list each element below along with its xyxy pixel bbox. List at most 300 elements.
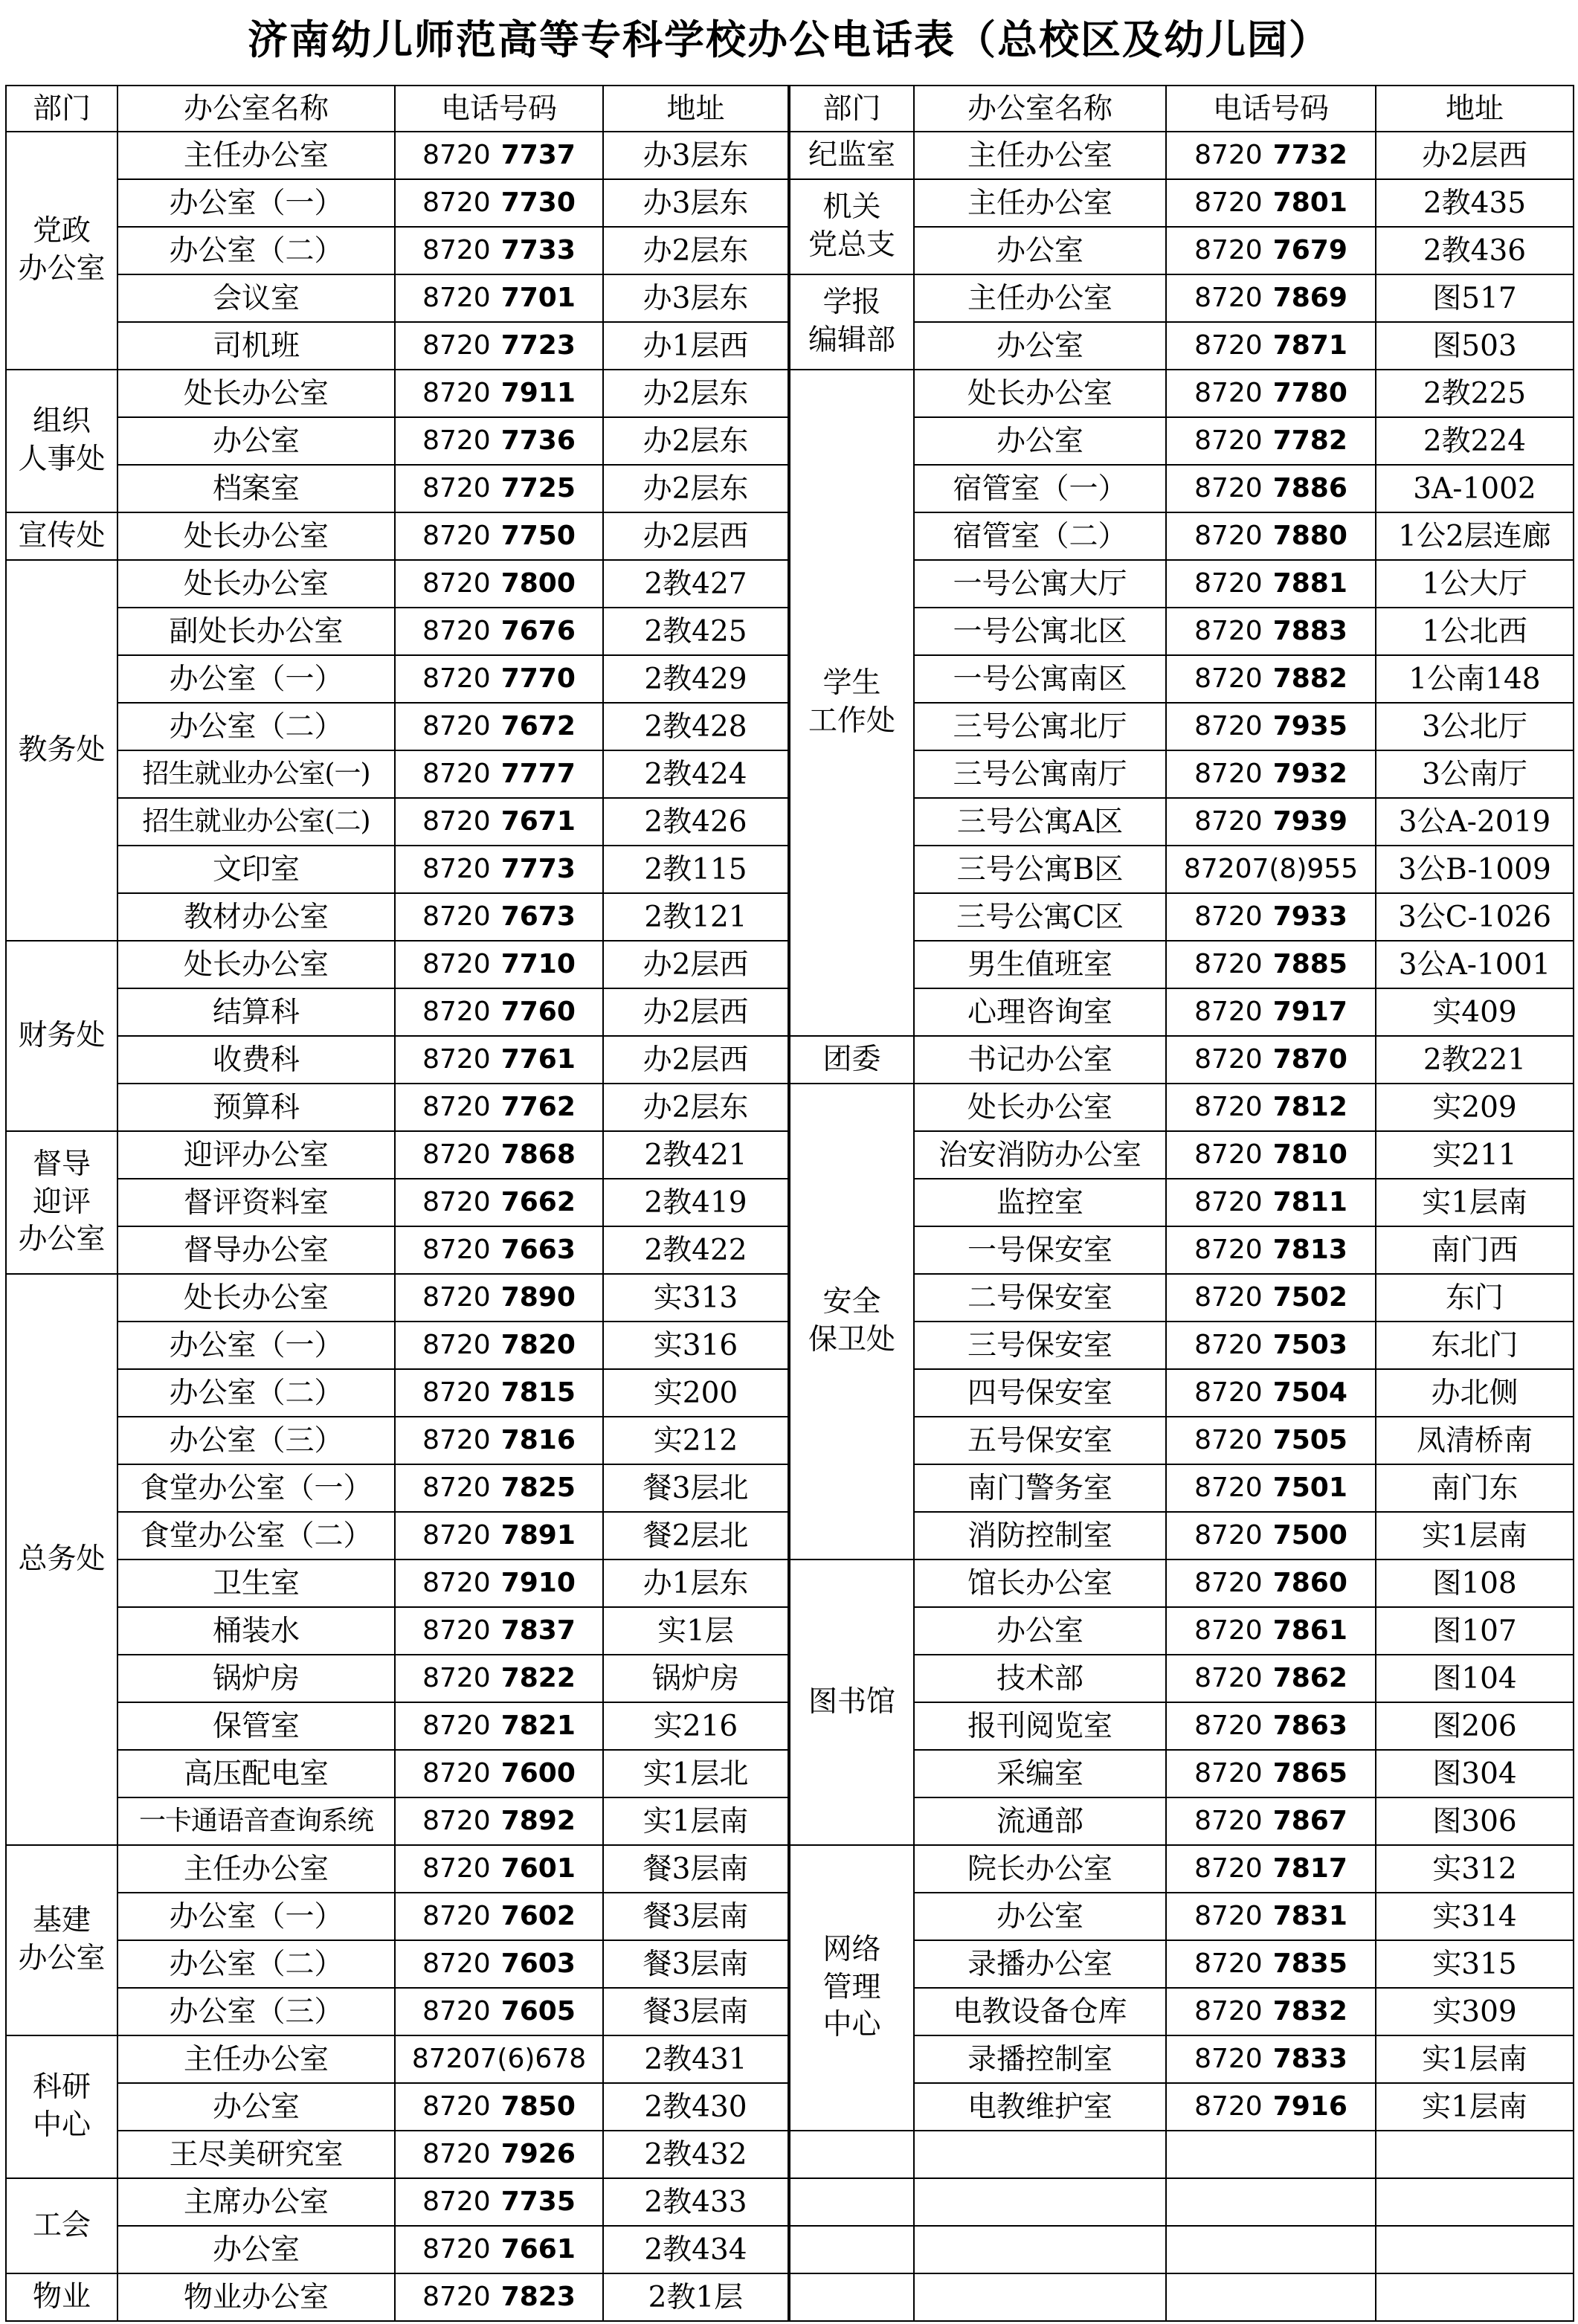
office-name: 副处长办公室: [117, 608, 395, 655]
phone-extension: 7736: [500, 425, 576, 456]
phone-prefix: 8720: [1194, 901, 1263, 932]
office-name: 主任办公室: [914, 132, 1166, 179]
table-row: [6, 1845, 1574, 1893]
office-name: 三号公寓北厅: [914, 703, 1166, 750]
phone-prefix: 8720: [422, 378, 491, 408]
phone-prefix: 8720: [1194, 378, 1263, 408]
office-address: 办2层东: [603, 465, 789, 512]
department-cell: [6, 370, 117, 512]
office-address: 办1层西: [603, 322, 789, 370]
phone-extension: 7601: [500, 1853, 576, 1884]
phone-extension: 7926: [500, 2139, 576, 2169]
phone-number: [395, 132, 603, 179]
phone-extension: 7861: [1272, 1615, 1347, 1646]
phone-extension: 7810: [1272, 1139, 1347, 1170]
phone-extension: 7870: [1272, 1044, 1347, 1075]
phone-number: [1166, 1750, 1376, 1797]
department-label: 图书馆: [808, 1684, 895, 1719]
office-name: 电教设备仓库: [914, 1988, 1166, 2035]
department-label: 办公室: [18, 1942, 106, 1975]
department-label: 组织: [32, 405, 91, 439]
phone-prefix: 8720: [422, 187, 491, 218]
table-row: [6, 2273, 1574, 2321]
empty-cell: [1166, 2273, 1376, 2321]
phone-extension: 7911: [500, 378, 576, 408]
phone-extension: 7860: [1272, 1568, 1347, 1598]
office-address: 1公2层连廊: [1376, 512, 1574, 560]
phone-prefix: 8720: [422, 616, 491, 646]
office-address: 2教421: [603, 1131, 789, 1179]
phone-extension: 7917: [1272, 997, 1347, 1027]
phone-extension: 7723: [500, 330, 576, 361]
department-label: 迎评: [32, 1185, 91, 1219]
phone-prefix: 8720: [422, 1615, 491, 1646]
phone-extension: 7885: [1272, 949, 1347, 979]
office-address: 东门: [1376, 1274, 1574, 1322]
department-label: 党总支: [808, 228, 895, 262]
office-address: 实314: [1376, 1893, 1574, 1940]
header-dept-left: 部门: [6, 86, 117, 132]
office-name: 办公室: [914, 322, 1166, 370]
office-name: 王尽美研究室: [117, 2131, 395, 2178]
phone-number: [395, 2178, 603, 2226]
phone-extension: 7504: [1272, 1377, 1347, 1408]
office-name: 一号公寓北区: [914, 608, 1166, 655]
empty-cell: [1376, 2178, 1574, 2226]
table-row: [6, 179, 1574, 227]
phone-prefix: 8720: [1194, 1758, 1263, 1789]
phone-extension: 7883: [1272, 616, 1347, 646]
empty-cell: [1166, 2131, 1376, 2178]
phone-prefix: 8720: [1194, 759, 1263, 789]
department-label: 保卫处: [808, 1323, 895, 1356]
department-cell: [789, 1845, 914, 2131]
office-address: 1公大厅: [1376, 560, 1574, 608]
phone-prefix: 8720: [1194, 1663, 1263, 1693]
phone-number: [1166, 322, 1376, 370]
office-name: 录播办公室: [914, 1940, 1166, 1988]
phone-extension: 7910: [500, 1568, 576, 1598]
office-address: 实315: [1376, 1940, 1574, 1988]
phone-prefix: 8720: [422, 283, 491, 313]
phone-prefix: 8720: [1194, 330, 1263, 361]
office-name: 处长办公室: [117, 512, 395, 560]
office-address: 实1层南: [1376, 2083, 1574, 2131]
phone-extension: 7502: [1272, 1282, 1347, 1313]
phone-number: [395, 1512, 603, 1559]
department-label: 编辑部: [808, 324, 895, 357]
phone-number: [395, 846, 603, 893]
office-address: 办3层东: [603, 179, 789, 227]
phone-number: [1166, 1988, 1376, 2035]
phone-extension: 7730: [500, 187, 576, 218]
phone-extension: 7761: [500, 1044, 576, 1075]
phone-number: [395, 1940, 603, 1988]
phone-number: [1166, 179, 1376, 227]
office-name: 主任办公室: [117, 132, 395, 179]
phone-prefix: 8720: [422, 1853, 491, 1884]
phone-number: [395, 1322, 603, 1369]
phone-prefix: 8720: [422, 1663, 491, 1693]
office-address: 餐3层南: [603, 1845, 789, 1893]
office-address: 实1层: [603, 1607, 789, 1655]
phone-prefix: 8720: [422, 1710, 491, 1741]
office-name: 办公室: [914, 1607, 1166, 1655]
phone-extension: 7662: [500, 1187, 576, 1217]
department-label: 学报: [822, 286, 881, 320]
phone-number: [395, 1797, 603, 1845]
office-name: 招生就业办公室(一): [117, 750, 395, 798]
phone-prefix: 8720: [422, 1044, 491, 1075]
office-address: 实1层南: [603, 1797, 789, 1845]
phone-prefix: 8720: [1194, 616, 1263, 646]
department-label: 宣传处: [18, 518, 106, 553]
empty-cell: [1376, 2131, 1574, 2178]
phone-extension: 7801: [1272, 187, 1347, 218]
phone-extension: 7813: [1272, 1235, 1347, 1265]
phone-prefix: 8720: [1194, 1710, 1263, 1741]
phone-number: [395, 2035, 603, 2083]
office-name: 迎评办公室: [117, 1131, 395, 1179]
office-address: 图304: [1376, 1750, 1574, 1797]
office-address: 办2层西: [603, 988, 789, 1036]
phone-number: [1166, 2083, 1376, 2131]
phone-prefix: 8720: [1194, 283, 1263, 313]
department-label: 教务处: [18, 733, 106, 767]
phone-extension: 7865: [1272, 1758, 1347, 1789]
phone-extension: 7735: [500, 2186, 576, 2217]
office-name: 馆长办公室: [914, 1559, 1166, 1607]
phone-prefix: 8720: [1194, 1139, 1263, 1170]
phone-prefix: 8720: [1194, 1948, 1263, 1979]
phone-extension: 7732: [1272, 140, 1347, 170]
phone-extension: 87207(6)678: [411, 2044, 587, 2074]
phone-number: [1166, 893, 1376, 941]
department-label: 基建: [32, 1904, 91, 1938]
office-name: 宿管室（一）: [914, 465, 1166, 512]
phone-prefix: 8720: [1194, 663, 1263, 694]
office-address: 图206: [1376, 1702, 1574, 1750]
office-name: 督评资料室: [117, 1179, 395, 1226]
office-address: 实309: [1376, 1988, 1574, 2035]
phone-number: [1166, 1131, 1376, 1179]
office-address: 实313: [603, 1274, 789, 1322]
office-address: 3公南厅: [1376, 750, 1574, 798]
phone-extension: 7871: [1272, 330, 1347, 361]
office-address: 凤清桥南: [1376, 1417, 1574, 1464]
phone-number: [395, 227, 603, 274]
phone-number: [1166, 1797, 1376, 1845]
office-name: 办公室（一）: [117, 655, 395, 703]
empty-cell: [1166, 2226, 1376, 2273]
office-name: 三号公寓C区: [914, 893, 1166, 941]
header-name-left: 办公室名称: [117, 86, 395, 132]
phone-extension: 7780: [1272, 378, 1347, 408]
phone-prefix: 8720: [1194, 1806, 1263, 1836]
phone-number: [1166, 465, 1376, 512]
phone-number: [395, 417, 603, 465]
phone-prefix: 8720: [1194, 140, 1263, 170]
department-label: 学生: [822, 666, 881, 701]
phone-extension: 7661: [500, 2234, 576, 2265]
department-label: 科研: [32, 2070, 91, 2105]
office-name: 办公室（二）: [117, 227, 395, 274]
phone-number: [395, 1274, 603, 1322]
office-address: 2教433: [603, 2178, 789, 2226]
office-address: 2教431: [603, 2035, 789, 2083]
office-address: 实212: [603, 1417, 789, 1464]
phone-number: [1166, 2035, 1376, 2083]
office-address: 实409: [1376, 988, 1574, 1036]
phone-prefix: 8720: [1194, 949, 1263, 979]
office-address: 3公A-1001: [1376, 941, 1574, 988]
phone-extension: 7812: [1272, 1092, 1347, 1122]
office-address: 办2层西: [603, 1036, 789, 1084]
phone-number: [1166, 1893, 1376, 1940]
office-name: 流通部: [914, 1797, 1166, 1845]
department-cell: [6, 512, 117, 560]
phone-extension: 7770: [500, 663, 576, 694]
office-address: 2教225: [1376, 370, 1574, 417]
phone-prefix: 8720: [422, 1758, 491, 1789]
phone-number: [1166, 750, 1376, 798]
phone-number: [395, 1084, 603, 1131]
phone-number: [395, 274, 603, 322]
phone-extension: 7821: [500, 1710, 576, 1741]
office-name: 办公室: [914, 1893, 1166, 1940]
table-row: [6, 370, 1574, 417]
department-cell: [789, 132, 914, 179]
table-row: [6, 1084, 1574, 1131]
header-phone-right: 电话号码: [1166, 86, 1376, 132]
office-name: 治安消防办公室: [914, 1131, 1166, 1179]
phone-number: [395, 322, 603, 370]
department-label: 安全: [822, 1285, 881, 1319]
phone-number: [1166, 1179, 1376, 1226]
office-address: 2教224: [1376, 417, 1574, 465]
phone-extension: 7820: [500, 1330, 576, 1360]
office-name: 三号公寓南厅: [914, 750, 1166, 798]
office-name: 三号保安室: [914, 1322, 1166, 1369]
office-name: 三号公寓A区: [914, 798, 1166, 846]
empty-cell: [789, 2178, 914, 2226]
phone-number: [1166, 1369, 1376, 1417]
office-name: 五号保安室: [914, 1417, 1166, 1464]
office-address: 锅炉房: [603, 1655, 789, 1702]
department-label: 机关: [822, 190, 881, 225]
empty-cell: [914, 2273, 1166, 2321]
phone-extension: 7725: [500, 473, 576, 503]
phone-extension: 7602: [500, 1901, 576, 1931]
document-title: 济南幼儿师范高等专科学校办公电话表（总校区及幼儿园）: [248, 16, 1330, 63]
empty-cell: [789, 2131, 914, 2178]
office-name: 心理咨询室: [914, 988, 1166, 1036]
office-address: 图107: [1376, 1607, 1574, 1655]
phone-prefix: 8720: [1194, 1282, 1263, 1313]
office-name: 主任办公室: [914, 179, 1166, 227]
phone-prefix: 8720: [422, 997, 491, 1027]
phone-number: [1166, 1702, 1376, 1750]
office-name: 南门警务室: [914, 1464, 1166, 1512]
phone-number: [1166, 132, 1376, 179]
office-name: 食堂办公室（二）: [117, 1512, 395, 1559]
phone-table: [5, 85, 1574, 2322]
department-cell: [6, 1274, 117, 1845]
phone-number: [1166, 1607, 1376, 1655]
office-address: 餐3层北: [603, 1464, 789, 1512]
phone-extension: 7932: [1272, 759, 1347, 789]
office-address: 实316: [603, 1322, 789, 1369]
office-name: 主任办公室: [117, 2035, 395, 2083]
phone-number: [1166, 655, 1376, 703]
office-name: 办公室（三）: [117, 1417, 395, 1464]
empty-cell: [789, 2226, 914, 2273]
office-name: 督导办公室: [117, 1226, 395, 1274]
phone-number: [395, 2131, 603, 2178]
phone-prefix: 8720: [1194, 1044, 1263, 1075]
header-addr-left: 地址: [603, 86, 789, 132]
office-address: 2教221: [1376, 1036, 1574, 1084]
office-name: 预算科: [117, 1084, 395, 1131]
header-addr-right: 地址: [1376, 86, 1574, 132]
phone-prefix: 8720: [1194, 997, 1263, 1027]
office-name: 高压配电室: [117, 1750, 395, 1797]
office-address: 2教434: [603, 2226, 789, 2273]
office-name: 消防控制室: [914, 1512, 1166, 1559]
office-address: 2教427: [603, 560, 789, 608]
department-cell: [6, 2273, 117, 2321]
office-address: 办3层东: [603, 274, 789, 322]
office-name: 一号保安室: [914, 1226, 1166, 1274]
empty-cell: [1376, 2273, 1574, 2321]
office-name: 结算科: [117, 988, 395, 1036]
empty-cell: [1376, 2226, 1574, 2273]
phone-number: [1166, 798, 1376, 846]
empty-cell: [789, 2273, 914, 2321]
phone-extension: 7773: [500, 854, 576, 884]
phone-prefix: 8720: [1194, 187, 1263, 218]
office-address: 实200: [603, 1369, 789, 1417]
office-address: 2教429: [603, 655, 789, 703]
header-row: [6, 86, 1574, 132]
office-address: 办2层东: [603, 1084, 789, 1131]
phone-prefix: 8720: [1194, 425, 1263, 456]
phone-extension: 7816: [500, 1425, 576, 1455]
phone-prefix: 8720: [422, 1377, 491, 1408]
phone-number: [1166, 846, 1376, 893]
department-cell: [6, 2178, 117, 2273]
phone-extension: 7701: [500, 283, 576, 313]
phone-number: [395, 1607, 603, 1655]
office-address: 实1层南: [1376, 2035, 1574, 2083]
phone-prefix: 8720: [1194, 1377, 1263, 1408]
office-name: 电教维护室: [914, 2083, 1166, 2131]
office-address: 南门西: [1376, 1226, 1574, 1274]
phone-number: [395, 988, 603, 1036]
phone-extension: 7503: [1272, 1330, 1347, 1360]
department-label: 工会: [32, 2208, 91, 2242]
phone-prefix: 8720: [1194, 1187, 1263, 1217]
office-name: 三号公寓B区: [914, 846, 1166, 893]
phone-number: [395, 370, 603, 417]
office-name: 办公室（三）: [117, 1988, 395, 2035]
phone-prefix: 8720: [422, 235, 491, 265]
phone-extension: 7867: [1272, 1806, 1347, 1836]
department-cell: [789, 179, 914, 274]
phone-prefix: 8720: [422, 806, 491, 837]
office-name: 男生值班室: [914, 941, 1166, 988]
phone-number: [1166, 1226, 1376, 1274]
phone-number: [1166, 1274, 1376, 1322]
phone-prefix: 8720: [422, 1472, 491, 1503]
office-address: 2教430: [603, 2083, 789, 2131]
phone-extension: 7933: [1272, 901, 1347, 932]
office-name: 档案室: [117, 465, 395, 512]
phone-number: [1166, 608, 1376, 655]
office-address: 2教426: [603, 798, 789, 846]
office-address: 实211: [1376, 1131, 1574, 1179]
phone-number: [1166, 1322, 1376, 1369]
phone-number: [395, 941, 603, 988]
office-name: 文印室: [117, 846, 395, 893]
phone-number: [395, 1893, 603, 1940]
phone-extension: 7737: [500, 140, 576, 170]
office-address: 图517: [1376, 274, 1574, 322]
phone-prefix: 8720: [422, 568, 491, 599]
department-label: 党政: [32, 214, 91, 248]
department-label: 管理: [822, 1970, 881, 2004]
department-label: 物业: [32, 2279, 91, 2314]
phone-number: [1166, 1940, 1376, 1988]
office-name: 卫生室: [117, 1559, 395, 1607]
table-row: [6, 274, 1574, 322]
office-address: 2教419: [603, 1179, 789, 1226]
phone-number: [395, 1845, 603, 1893]
table-row: [6, 2178, 1574, 2226]
phone-extension: 7823: [500, 2282, 576, 2312]
phone-prefix: 8720: [422, 1282, 491, 1313]
phone-extension: 7833: [1272, 2044, 1347, 2074]
phone-prefix: 8720: [422, 759, 491, 789]
office-name: 会议室: [117, 274, 395, 322]
office-address: 2教425: [603, 608, 789, 655]
phone-number: [1166, 1512, 1376, 1559]
phone-prefix: 8720: [422, 1330, 491, 1360]
office-address: 办2层东: [603, 417, 789, 465]
office-address: 实312: [1376, 1845, 1574, 1893]
office-name: 办公室（二）: [117, 1369, 395, 1417]
phone-number: [1166, 1084, 1376, 1131]
phone-prefix: 8720: [422, 711, 491, 741]
phone-prefix: 8720: [422, 949, 491, 979]
phone-extension: 7869: [1272, 283, 1347, 313]
phone-prefix: 8720: [1194, 568, 1263, 599]
phone-extension: 7890: [500, 1282, 576, 1313]
office-name: 办公室（一）: [117, 1322, 395, 1369]
phone-extension: 7939: [1272, 806, 1347, 837]
office-name: 保管室: [117, 1702, 395, 1750]
office-address: 图306: [1376, 1797, 1574, 1845]
office-address: 3公B-1009: [1376, 846, 1574, 893]
phone-prefix: 8720: [422, 1187, 491, 1217]
office-address: 2教435: [1376, 179, 1574, 227]
office-address: 办2层东: [603, 370, 789, 417]
phone-extension: 7671: [500, 806, 576, 837]
office-address: 办北侧: [1376, 1369, 1574, 1417]
phone-extension: 7676: [500, 616, 576, 646]
department-label: 工作处: [808, 704, 895, 738]
department-cell: [6, 941, 117, 1131]
